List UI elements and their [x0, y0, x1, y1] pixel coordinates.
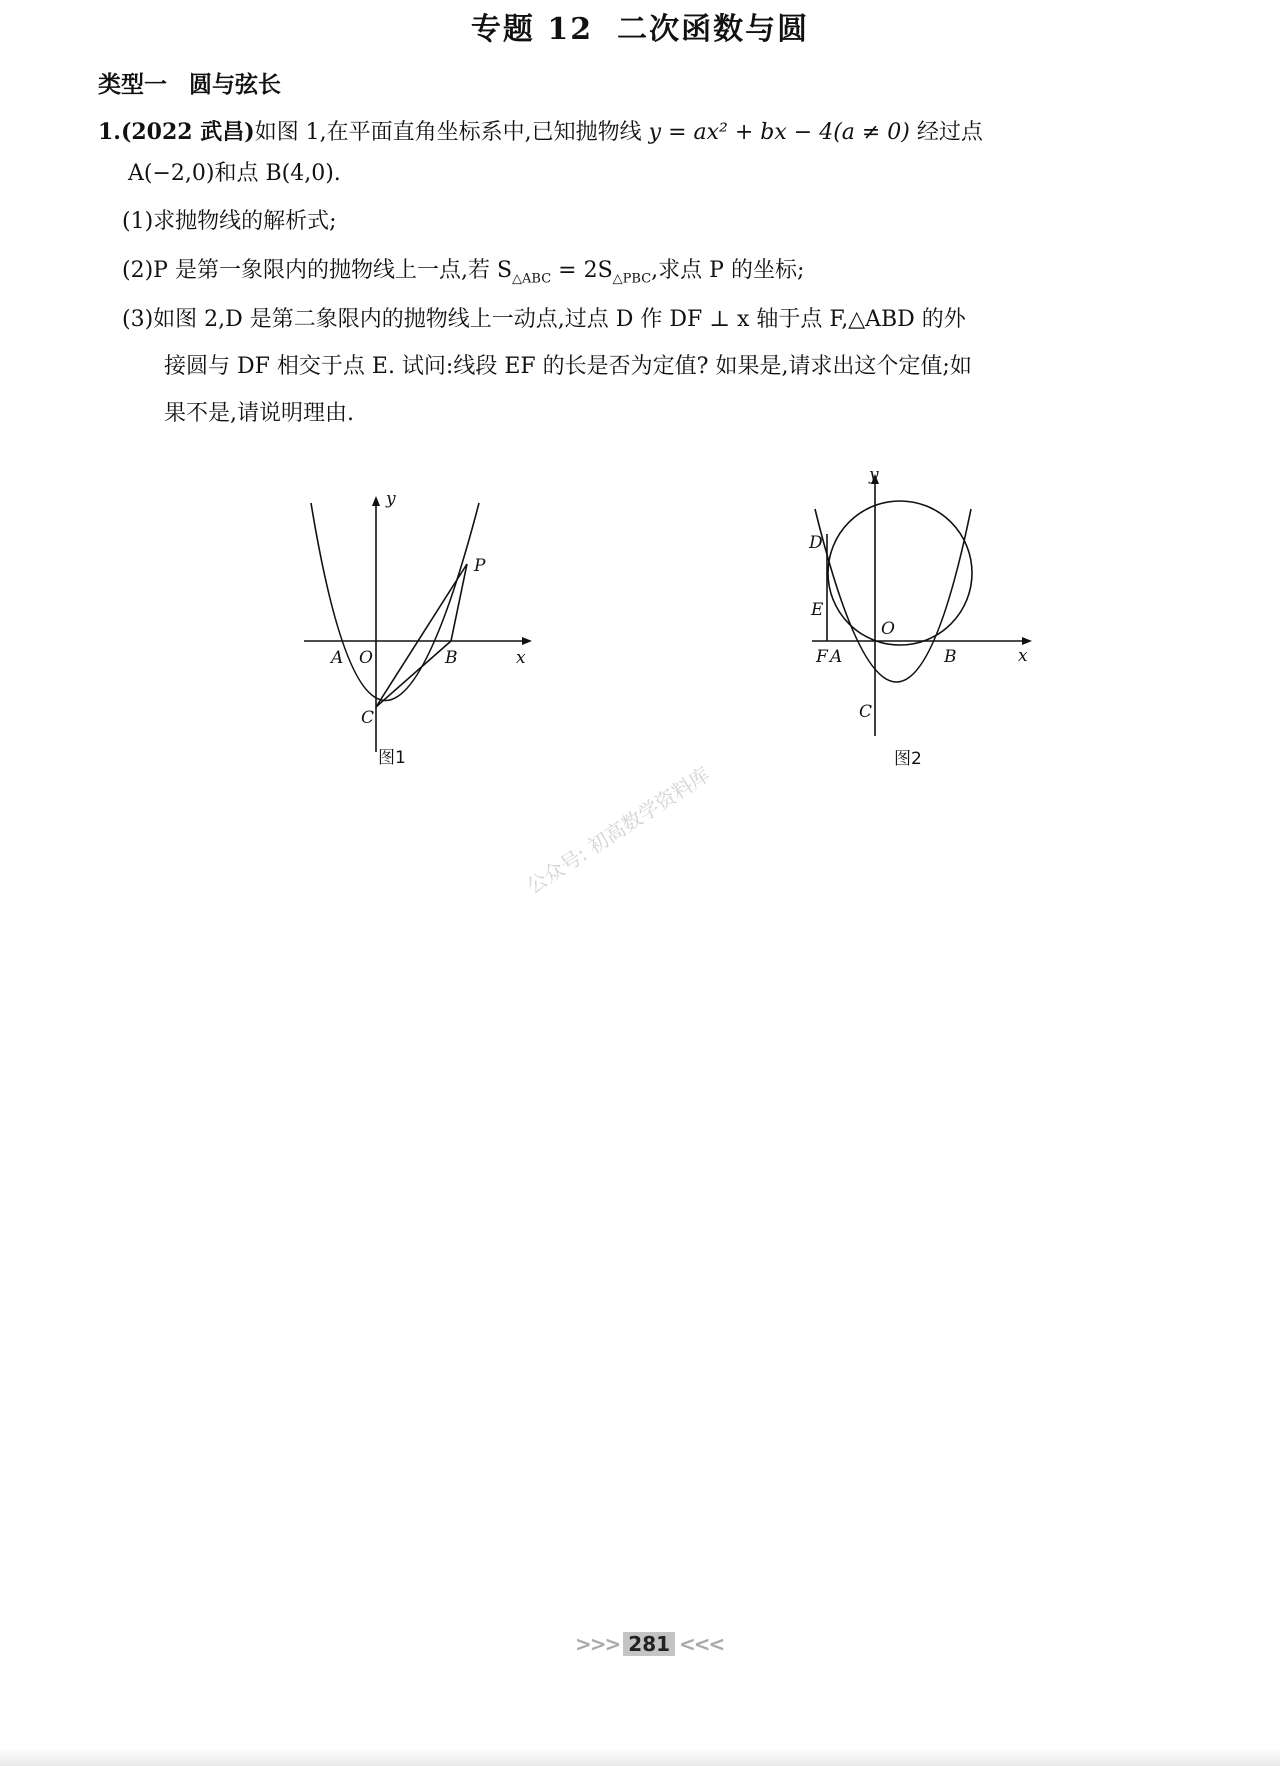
problem-intro-line — [98, 118, 983, 147]
problem-points: A(−2,0)和点 B(4,0). — [128, 161, 341, 186]
page-bottom-edge — [0, 1748, 1280, 1766]
problem-intro-b: 经过点 — [916, 120, 983, 145]
footer-left-arrows: >>> — [575, 1632, 620, 1656]
section-name: 圆与弦长 — [189, 72, 281, 98]
fig2-label-f: F — [816, 647, 828, 667]
footer-right-arrows: <<< — [679, 1632, 724, 1656]
section-heading — [98, 66, 281, 99]
question-2 — [122, 257, 804, 293]
problem-intro-a: 如图 1,在平面直角坐标系中,已知抛物线 — [254, 120, 642, 145]
fig2-label-d: D — [809, 533, 823, 553]
problem-number: 1. — [98, 119, 121, 145]
fig2-caption: 图2 — [894, 749, 922, 769]
fig2-label-b: B — [944, 647, 957, 667]
fig1-parabola — [311, 503, 479, 701]
page-number: 281 — [623, 1632, 675, 1656]
question-3-line-1: (3)如图 2,D 是第二象限内的抛物线上一动点,过点 D 作 DF ⊥ x 轴于点 F,△ABD 的外 — [122, 307, 966, 332]
fig1-line-cb — [376, 641, 451, 707]
fig1-y-arrow — [372, 496, 380, 506]
fig1-x-arrow — [522, 637, 532, 645]
fig2-circumcircle — [828, 501, 972, 645]
problem-equation: y = ax² + bx − 4(a ≠ 0) — [648, 120, 910, 145]
fig1-label-c: C — [361, 708, 375, 728]
fig1-label-a: A — [331, 648, 344, 668]
fig1-line-cp — [376, 564, 467, 707]
question-2-sub-pbc: △PBC — [612, 271, 652, 287]
fig1-caption: 图1 — [378, 748, 406, 768]
fig2-label-a: A — [830, 647, 843, 667]
fig1-label-o: O — [359, 648, 373, 668]
question-2-part-a: (2)P 是第一象限内的抛物线上一点,若 S — [122, 258, 513, 283]
topic-title: 二次函数与圆 — [617, 12, 810, 47]
fig1-label-b: B — [445, 648, 458, 668]
topic-label: 专题 12 — [470, 12, 594, 47]
page-number-footer — [575, 1632, 723, 1656]
section-type: 类型一 — [98, 72, 167, 98]
fig2-label-e: E — [811, 600, 824, 620]
question-2-sub-abc: △ABC — [512, 271, 552, 287]
fig1-label-p: P — [474, 556, 486, 576]
figure-2 — [790, 462, 1050, 770]
fig1-label-x: x — [516, 648, 526, 668]
fig2-label-x: x — [1018, 646, 1028, 666]
fig1-label-y: y — [386, 489, 396, 509]
figure-1 — [290, 480, 540, 770]
fig2-label-c: C — [859, 702, 873, 722]
fig2-label-y: y — [869, 465, 879, 485]
question-2-part-c: ,求点 P 的坐标; — [651, 258, 805, 283]
fig2-x-arrow — [1022, 637, 1032, 645]
watermark: 公众号: 初高数学资料库 — [522, 762, 714, 899]
problem-source: (2022 武昌) — [120, 119, 255, 145]
question-2-part-b: = 2S — [551, 258, 613, 283]
question-3-line-2: 接圆与 DF 相交于点 E. 试问:线段 EF 的长是否为定值? 如果是,请求出这个定值;如 — [164, 354, 972, 379]
question-1: (1)求抛物线的解析式; — [122, 209, 337, 234]
page-title — [0, 4, 1280, 48]
fig2-label-o: O — [881, 619, 895, 639]
question-3-line-3: 果不是,请说明理由. — [164, 401, 354, 426]
